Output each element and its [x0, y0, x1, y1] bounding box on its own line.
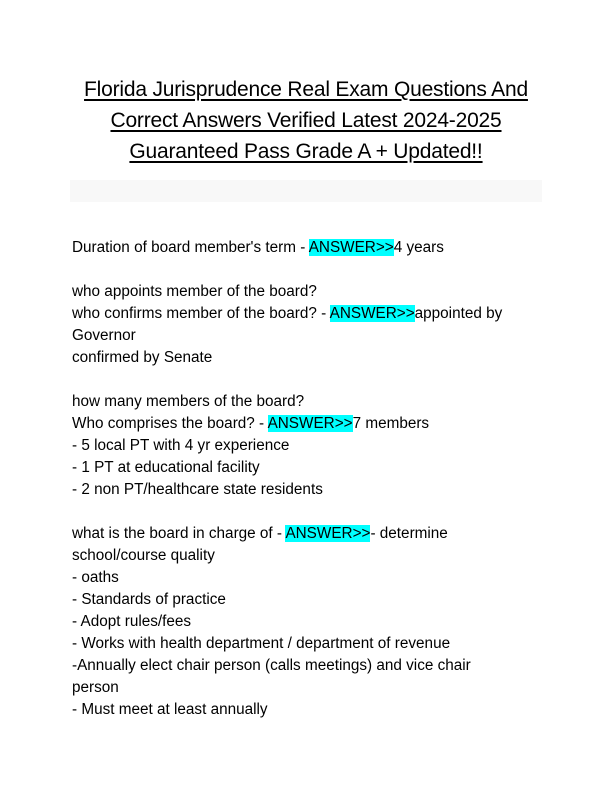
blank-line — [72, 259, 544, 281]
qa-3-question-line-1: how many members of the board? — [72, 393, 305, 410]
qa-2-question-line — [72, 303, 544, 325]
qa-4-answer-line: -Annually elect chair person (calls meetings) and vice chair — [72, 657, 471, 674]
qa-4-answer-line: - Standards of practice — [72, 591, 226, 608]
qa-4-answer-line: - oaths — [72, 569, 119, 586]
qa-4-answer-line: person — [72, 679, 119, 696]
qa-3-answer-line: - 2 non PT/healthcare state residents — [72, 481, 323, 498]
answer-marker: ANSWER>> — [329, 305, 415, 322]
qa-3-answer-line: - 5 local PT with 4 yr experience — [72, 437, 290, 454]
qa-3-question-line — [72, 413, 544, 435]
qa-2-question: who confirms member of the board? - — [72, 305, 330, 322]
qa-3-question: Who comprises the board? - — [72, 415, 268, 432]
qa-2-question-line-1: who appoints member of the board? — [72, 283, 317, 300]
header-band — [70, 180, 542, 202]
qa-2-answer-line: Governor — [72, 327, 136, 344]
title-line-1: Florida Jurisprudence Real Exam Questions And — [84, 78, 528, 101]
qa-4-answer-line: - Works with health department / department of revenue — [72, 635, 451, 652]
answer-marker: ANSWER>> — [308, 239, 394, 256]
title-line-2: Correct Answers Verified Latest 2024-2025 — [110, 109, 502, 132]
qa-2-answer: appointed by — [414, 305, 503, 322]
qa-3-answer-line: - 1 PT at educational facility — [72, 459, 260, 476]
qa-4-answer-line: school/course quality — [72, 547, 215, 564]
blank-line — [72, 369, 544, 391]
qa-4-question: what is the board in charge of - — [72, 525, 286, 542]
qa-4-answer-line: - Adopt rules/fees — [72, 613, 192, 630]
qa-1-question: Duration of board member's term - — [72, 239, 309, 256]
qa-content — [72, 237, 544, 721]
title-line-3: Guaranteed Pass Grade A + Updated!! — [129, 140, 483, 163]
qa-4-answer-line: - Must meet at least annually — [72, 701, 268, 718]
qa-1-question-line — [72, 237, 544, 259]
answer-marker: ANSWER>> — [267, 415, 353, 432]
qa-4-question-line — [72, 523, 544, 545]
blank-line — [72, 501, 544, 523]
qa-4-answer: - determine — [370, 525, 448, 542]
qa-3-answer: 7 members — [352, 415, 430, 432]
qa-1-answer: 4 years — [393, 239, 444, 256]
answer-marker: ANSWER>> — [285, 525, 371, 542]
document-title — [40, 74, 572, 167]
qa-2-answer-line: confirmed by Senate — [72, 349, 213, 366]
